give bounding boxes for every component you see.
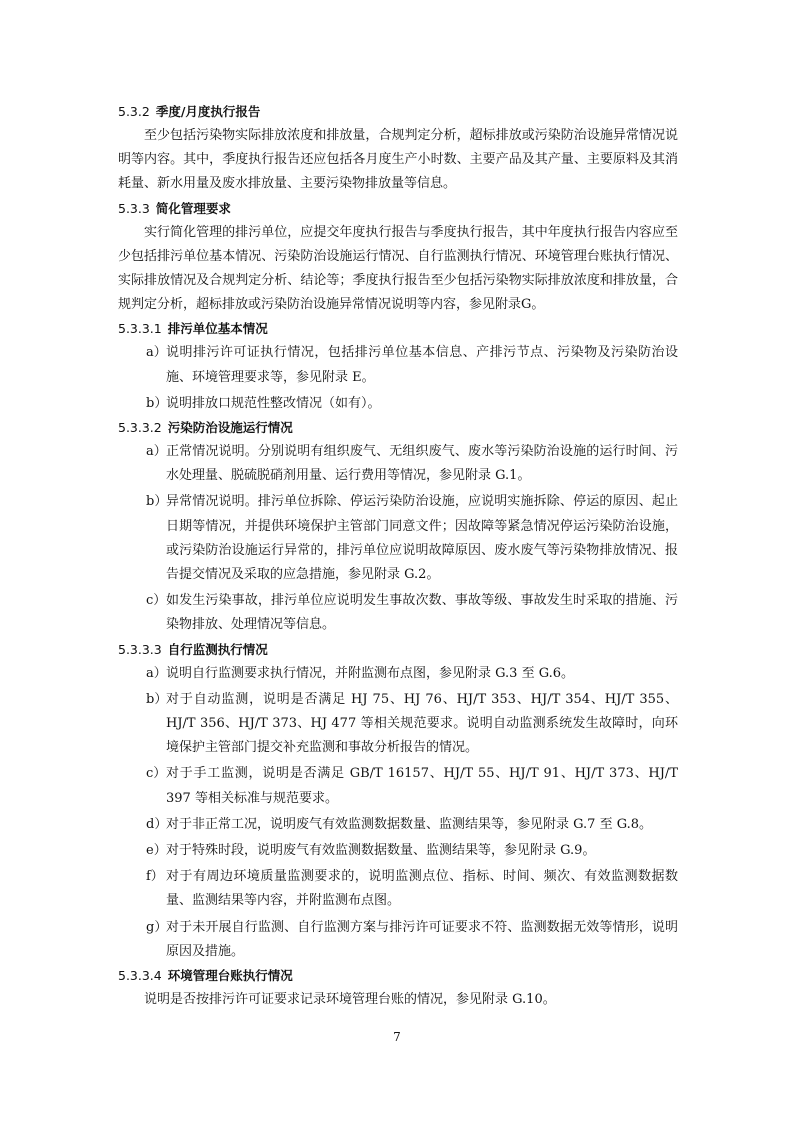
- section-number: 5.3.3.4: [118, 968, 162, 984]
- list-marker: b）: [146, 691, 168, 707]
- list-item-text: 对于手工监测，说明是否满足 GB/T 16157、HJ/T 55、HJ/T 91、HJ/T 373、HJ/T 397 等相关标准与规范要求。: [166, 766, 678, 806]
- section-heading-5-3-3: [118, 199, 678, 219]
- paragraph: 至少包括污染物实际排放浓度和排放量，合规判定分析，超标排放或污染防治设施异常情况说明等内容。其中，季度执行报告还应包括各月度生产小时数、主要产品及其产量、主要原料及其消耗量、新水用量及废水排放量、主要污染物排放量等信息。: [118, 128, 678, 192]
- section-number: 5.3.3.3: [118, 641, 162, 657]
- list-item-text: 对于有周边环境质量监测要求的，说明监测点位、指标、时间、频次、有效监测数据数量、监测结果等内容，并附监测布点图。: [166, 869, 678, 909]
- list-item: [118, 392, 678, 416]
- list-item: [118, 762, 678, 810]
- list-marker: g）: [146, 919, 168, 935]
- list-marker: b）: [146, 395, 168, 411]
- section-title: 环境管理台账执行情况: [167, 968, 293, 984]
- list-item: [118, 839, 678, 863]
- list-marker: e）: [146, 843, 167, 859]
- section-title: 排污单位基本情况: [167, 321, 268, 337]
- list-marker: b）: [146, 494, 168, 510]
- list-item: [118, 662, 678, 686]
- list-item: [118, 865, 678, 913]
- list-item-text: 对于非正常工况，说明废气有效监测数据数量、监测结果等，参见附录 G.7 至 G.8。: [166, 816, 653, 832]
- list-item: [118, 341, 678, 389]
- list-item: [118, 490, 678, 587]
- section-title: 简化管理要求: [155, 200, 231, 216]
- list-item-text: 对于未开展自行监测、自行监测方案与排污许可证要求不符、监测数据无效等情形，说明原因及措施。: [166, 919, 678, 959]
- section-heading-5-3-3-2: [118, 418, 678, 438]
- list-item-text: 说明排放口规范性整改情况（如有）。: [166, 395, 381, 411]
- list-item: [118, 813, 678, 837]
- section-title: 季度/月度执行报告: [155, 104, 261, 119]
- paragraph: 说明是否按排污许可证要求记录环境管理台账的情况，参见附录 G.10。: [144, 992, 556, 1008]
- section-number: 5.3.3: [118, 200, 150, 216]
- section-heading-5-3-2: [118, 102, 678, 122]
- list-item: [118, 916, 678, 964]
- section-title: 自行监测执行情况: [167, 641, 268, 657]
- section-number: 5.3.3.1: [118, 321, 162, 337]
- list-item-text: 异常情况说明。排污单位拆除、停运污染防治设施，应说明实施拆除、停运的原因、起止日期等情况，并提供环境保护主管部门同意文件；因故障等紧急情况停运污染防治设施，或污染防治设施运行异常的，排污单位应说明故障原因、废水废气等污染物排放情况、报告提交情况及采取的应急措施，参见附录 G.2。: [166, 494, 678, 583]
- section-number: 5.3.3.2: [118, 420, 162, 436]
- section-heading-5-3-3-4: [118, 966, 678, 986]
- list-marker: f）: [146, 869, 164, 885]
- section-number: 5.3.2: [118, 104, 150, 119]
- list-marker: a）: [146, 444, 167, 460]
- section-heading-5-3-3-1: [118, 319, 678, 339]
- list-item-text: 对于自动监测，说明是否满足 HJ 75、HJ 76、HJ/T 353、HJ/T 354、HJ/T 355、HJ/T 356、HJ/T 373、HJ 477 等相关规范要求。说明自动监测系统发生故障时，向环境保护主管部门提交补充监测和事故分析报告的情况。: [166, 691, 678, 756]
- list-item: [118, 688, 678, 761]
- list-item-text: 如发生污染事故，排污单位应说明发生事故次数、事故等级、事故发生时采取的措施、污染物排放、处理情况等信息。: [166, 593, 678, 633]
- list-marker: d）: [146, 816, 168, 832]
- list-marker: a）: [146, 665, 167, 681]
- page-number: 7: [393, 1030, 401, 1044]
- list-item-text: 正常情况说明。分别说明有组织废气、无组织废气、废水等污染防治设施的运行时间、污水处理量、脱硫脱硝剂用量、运行费用等情况，参见附录 G.1。: [166, 444, 678, 484]
- list-item-text: 对于特殊时段，说明废气有效监测数据数量、监测结果等，参见附录 G.9。: [166, 843, 596, 859]
- list-item-text: 说明自行监测要求执行情况，并附监测布点图，参见附录 G.3 至 G.6。: [166, 665, 575, 681]
- paragraph: 实行简化管理的排污单位，应提交年度执行报告与季度执行报告，其中年度执行报告内容应至少包括排污单位基本情况、污染防治设施运行情况、自行监测执行情况、环境管理台账执行情况、实际排放情况及合规判定分析、结论等；季度执行报告至少包括污染物实际排放浓度和排放量，合规判定分析，超标排放或污染防治设施异常情况说明等内容，参见附录G。: [118, 224, 678, 313]
- list-marker: c）: [146, 593, 167, 609]
- list-marker: c）: [146, 766, 167, 782]
- list-item: [118, 589, 678, 637]
- section-title: 污染防治设施运行情况: [167, 420, 293, 436]
- list-item-text: 说明排污许可证执行情况，包括排污单位基本信息、产排污节点、污染物及污染防治设施、环境管理要求等，参见附录 E。: [166, 345, 678, 385]
- list-marker: a）: [146, 345, 167, 361]
- list-item: [118, 440, 678, 488]
- section-heading-5-3-3-3: [118, 640, 678, 660]
- page-content: [118, 100, 678, 1012]
